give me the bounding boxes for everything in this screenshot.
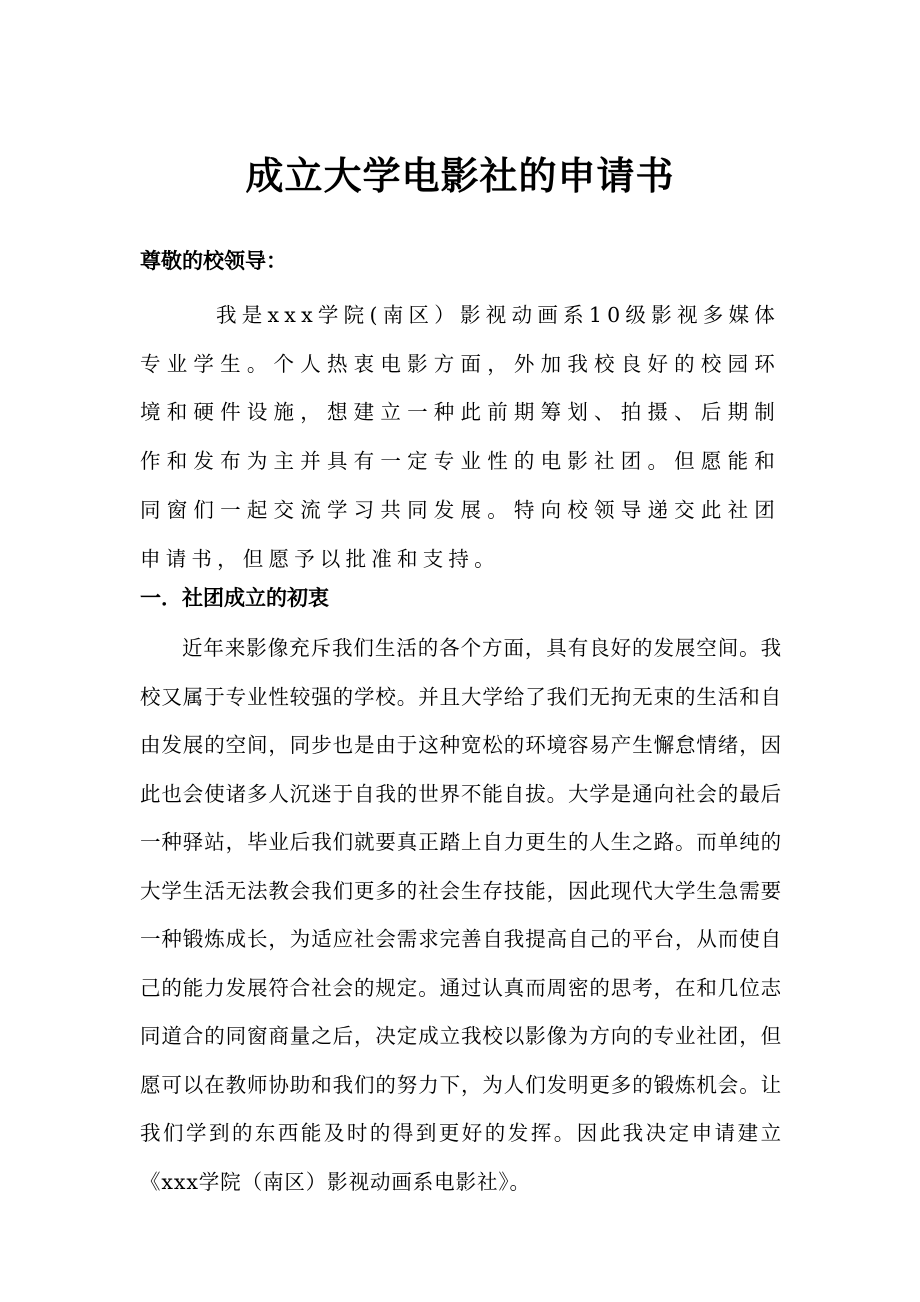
section-1-heading: 一．社团成立的初衷 <box>140 585 329 610</box>
intro-paragraph: 我是xxx学院(南区）影视动画系10级影视多媒体专业学生。个人热衷电影方面，外加我校良好的校园环境和硬件设施，想建立一种此前期筹划、拍摄、后期制作和发布为主并具有一定专业性的电影社团。但愿能和同窗们一起交流学习共同发展。特向校领导递交此社团申请书，但愿予以批准和支持。 <box>140 303 780 571</box>
section-1-body: 近年来影像充斥我们生活的各个方面，具有良好的发展空间。我校又属于专业性较强的学校。并且大学给了我们无拘无束的生活和自由发展的空间，同步也是由于这种宽松的环境容易产生懈怠情绪，因此也会使诸多人沉迷于自我的世界不能自拔。大学是通向社会的最后一种驿站，毕业后我们就要真正踏上自力更生的人生之路。而单纯的大学生活无法教会我们更多的社会生存技能，因此现代大学生急需要一种锻炼成长，为适应社会需求完善自我提高自己的平台，从而使自己的能力发展符合社会的规定。通过认真而周密的思考，在和几位志同道合的同窗商量之后，决定成立我校以影像为方向的专业社团，但愿可以在教师协助和我们的努力下，为人们发明更多的锻炼机会。让我们学到的东西能及时的得到更好的发挥。因此我决定申请建立《xxx学院（南区）影视动画系电影社》。 <box>140 636 782 1194</box>
document-title: 成立大学电影社的申请书 <box>245 153 675 198</box>
salutation: 尊敬的校领导： <box>140 248 287 273</box>
